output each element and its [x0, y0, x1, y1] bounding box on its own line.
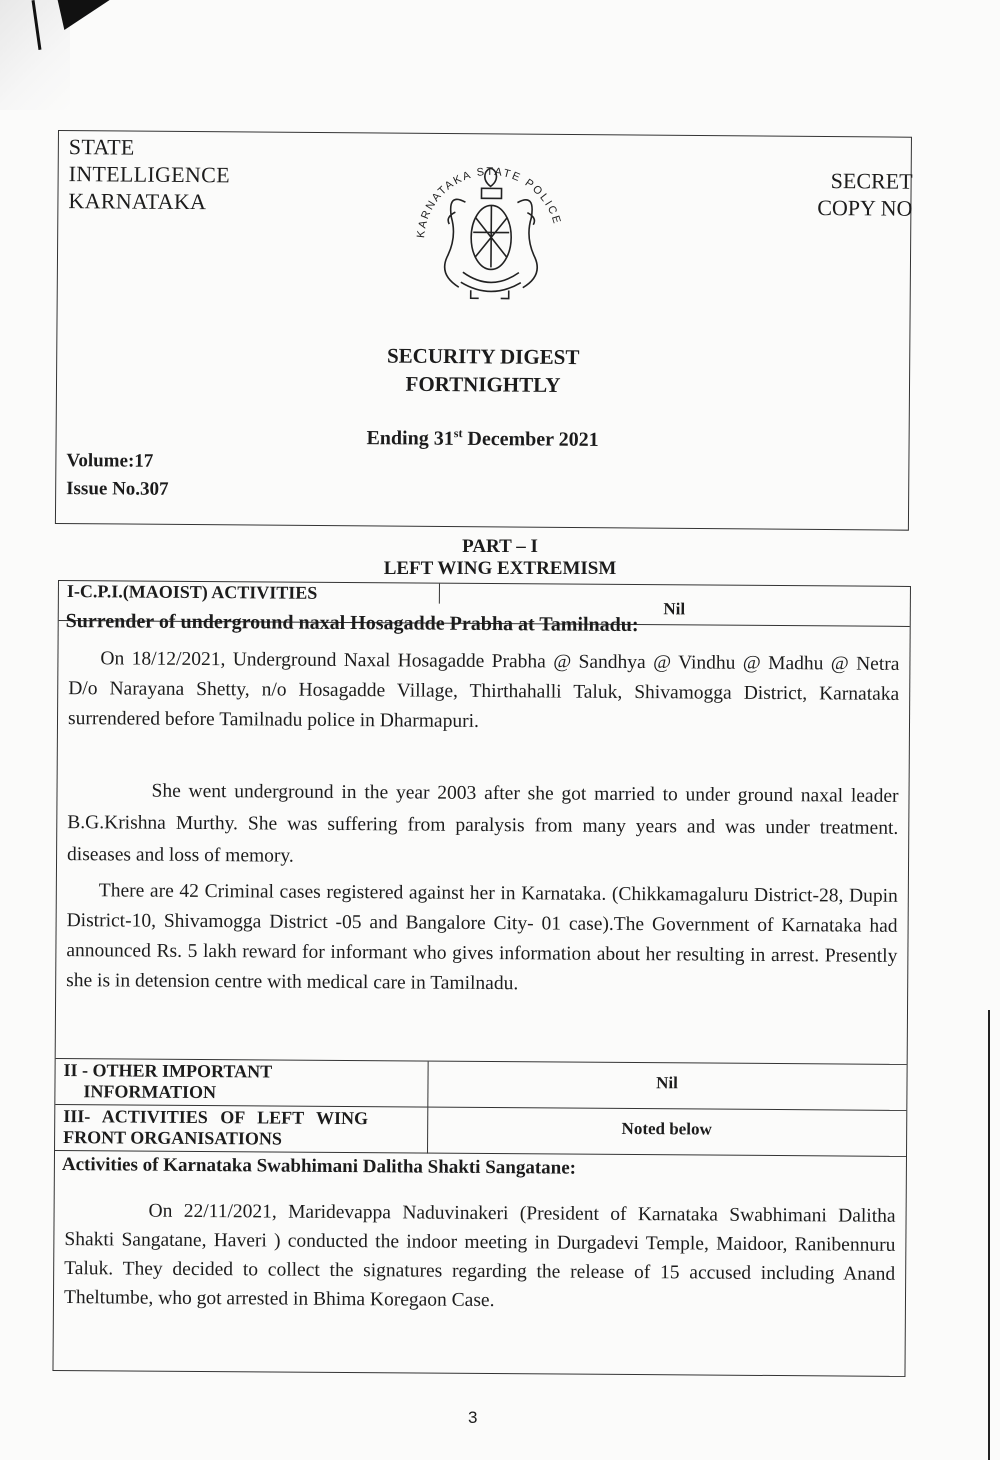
header-box: [55, 130, 912, 531]
emblem-text: KARNATAKA STATE POLICE: [415, 165, 564, 239]
section-label: III- ACTIVITIES OF LEFT WING: [63, 1106, 369, 1129]
volume-issue: [66, 447, 169, 504]
section-status-cell: [427, 1062, 906, 1111]
content-table: [52, 580, 911, 1377]
org-line: INTELLIGENCE: [68, 161, 230, 188]
scan-corner-mark: [52, 0, 109, 30]
section-label: FRONT ORGANISATIONS: [63, 1127, 283, 1149]
karnataka-state-police-emblem: [403, 142, 579, 313]
classification: [817, 167, 913, 222]
section-row: [59, 580, 910, 619]
section-status: Nil: [663, 599, 686, 619]
story-heading: Activities of Karnataka Swabhimani Dalitha Shakti Sangatane:: [61, 1154, 577, 1179]
story-paragraph: She went underground in the year 2003 after she got married to under ground naxal leader B.G.Krishna Murthy. She was suffering from paralysis from many years and was under treatment. diseases and loss of memory.: [67, 780, 899, 867]
section-label: I-C.P.I.(MAOIST) ACTIVITIES: [66, 581, 318, 603]
title-line: SECURITY DIGEST: [386, 343, 580, 370]
section-row: [55, 1104, 906, 1157]
classification-label: SECRET: [830, 168, 913, 194]
org-name: [68, 133, 230, 215]
org-line: KARNATAKA: [68, 188, 207, 215]
part-heading: [0, 536, 1000, 580]
org-line: STATE: [68, 134, 135, 160]
section-label: II - OTHER IMPORTANT: [63, 1060, 273, 1082]
section-status: Nil: [656, 1073, 678, 1093]
scan-page-edge: [988, 1010, 990, 1460]
part-number: PART – I: [462, 536, 538, 557]
ending-suffix: December 2021: [462, 427, 599, 451]
part-title: LEFT WING EXTREMISM: [383, 558, 617, 579]
section-status-cell: [439, 584, 910, 619]
section-label-cell: [55, 1105, 428, 1154]
emblem-icon: [403, 142, 579, 313]
title-line: FORTNIGHTLY: [405, 371, 561, 397]
story-paragraph: There are 42 Criminal cases registered against her in Karnataka. (Chikkamagaluru District-28, Dupin District-10, Shivamogga District -05 and Bangalore City- 01 case).The Government of Karnataka had announced Rs. 5 lakh reward for informant who gives information about her resulting in arrest. Presently she is in detension centre with medical care in Tamilnadu.: [66, 880, 898, 995]
issue-label: Issue No.307: [66, 478, 169, 500]
copy-no-label: COPY NO: [817, 194, 913, 221]
volume-label: Volume:17: [66, 450, 154, 472]
section-label-cell: [55, 1059, 428, 1108]
ending-prefix: Ending 31: [366, 427, 454, 450]
story-paragraph: On 22/11/2021, Maridevappa Naduvinakeri (President of Karnataka Swabhimani Dalitha Shakti Sangatane, Haveri ) conducted the indoor meeting in Durgadevi Temple, Maidoor, Ranibennuru Taluk. They decided to collect the signatures regarding the release of 15 accused including Anand Theltumbe, who got arrested in Bhima Koregaon Case.: [63, 1200, 896, 1312]
section-label-cell: [59, 581, 440, 604]
svg-text:KARNATAKA STATE POLICE: [415, 165, 564, 239]
period-ending: [57, 423, 909, 454]
ending-sup: st: [453, 426, 463, 441]
page-number: 3: [468, 1408, 478, 1427]
section-label: INFORMATION: [83, 1081, 217, 1103]
digest-title: [57, 339, 909, 402]
section-status-cell: [427, 1108, 906, 1157]
story-paragraph: On 18/12/2021, Underground Naxal Hosagadde Prabha @ Sandhya @ Vindhu @ Madhu @ Netra D/o Narayana Shetty, n/o Hosagadde Village, Thirthahalli Taluk, Shivamogga District, Karnataka surrendered before Tamilnadu police in Dharmapuri.: [67, 648, 900, 732]
section-row: [55, 1058, 906, 1111]
story-heading: Surrender of underground naxal Hosagadde Prabha at Tamilnadu:: [65, 610, 639, 637]
section-status: Noted below: [621, 1118, 712, 1139]
